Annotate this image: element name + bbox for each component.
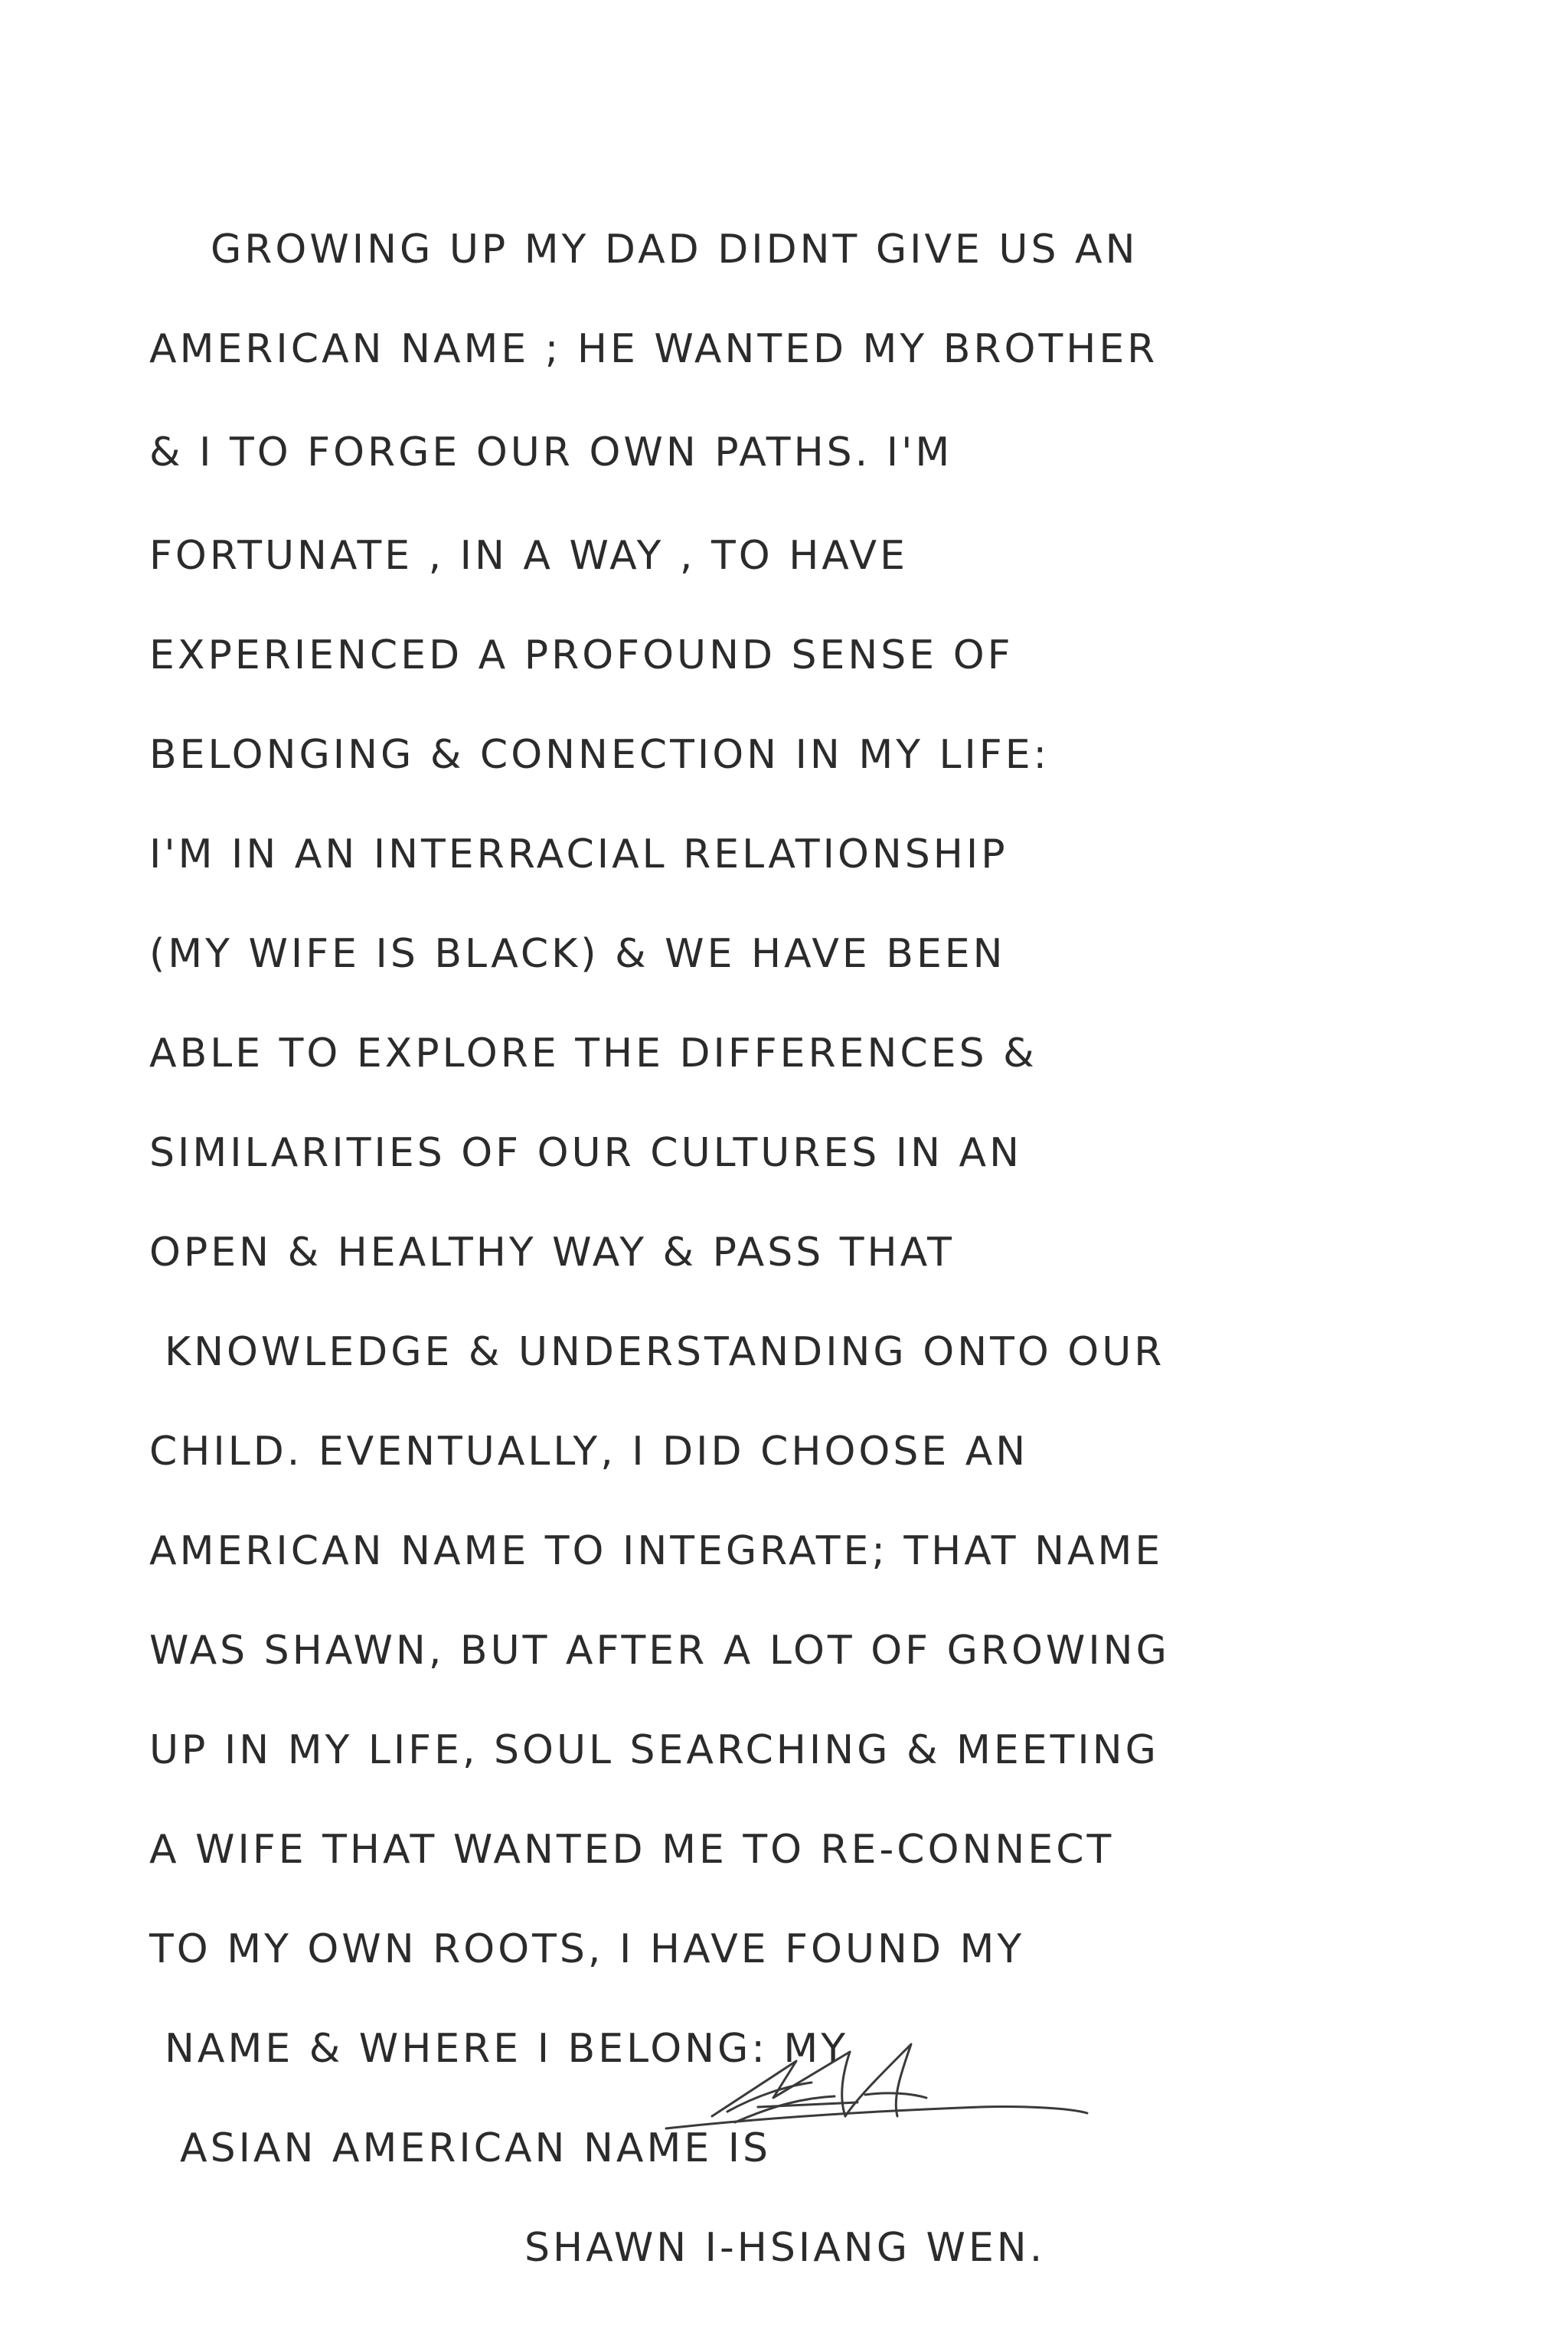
letter-line-13: CHILD. EVENTUALLY, I DID CHOOSE AN — [149, 1429, 1029, 1475]
signed-name: SHAWN I-HSIANG WEN. — [524, 2225, 1046, 2271]
letter-line-14: AMERICAN NAME TO INTEGRATE; THAT NAME — [149, 1528, 1164, 1574]
letter-line-10: SIMILARITIES OF OUR CULTURES IN AN — [149, 1130, 1023, 1176]
letter-line-1: GROWING UP MY DAD DIDNT GIVE US AN — [211, 227, 1138, 273]
letter-line-19: NAME & WHERE I BELONG: MY — [165, 2026, 848, 2072]
letter-line-7: I'M IN AN INTERRACIAL RELATIONSHIP — [149, 831, 1008, 877]
letter-line-6: BELONGING & CONNECTION IN MY LIFE: — [149, 732, 1050, 778]
letter-line-18: TO MY OWN ROOTS, I HAVE FOUND MY — [149, 1926, 1025, 1972]
letter-line-20: ASIAN AMERICAN NAME IS — [180, 2125, 772, 2171]
letter-line-8: (MY WIFE IS BLACK) & WE HAVE BEEN — [149, 931, 1006, 977]
letter-line-17: A WIFE THAT WANTED ME TO RE-CONNECT — [149, 1827, 1115, 1873]
letter-line-9: ABLE TO EXPLORE THE DIFFERENCES & — [149, 1031, 1037, 1076]
letter-line-16: UP IN MY LIFE, SOUL SEARCHING & MEETING — [149, 1727, 1159, 1773]
letter-line-12: KNOWLEDGE & UNDERSTANDING ONTO OUR — [165, 1329, 1165, 1375]
letter-line-2: AMERICAN NAME ; HE WANTED MY BROTHER — [149, 326, 1158, 372]
handwritten-signature-icon — [658, 2021, 1102, 2144]
letter-line-15: WAS SHAWN, BUT AFTER A LOT OF GROWING — [149, 1628, 1170, 1674]
letter-line-4: FORTUNATE , IN A WAY , TO HAVE — [149, 533, 908, 579]
letter-line-3: & I TO FORGE OUR OWN PATHS. I'M — [149, 430, 953, 475]
letter-line-5: EXPERIENCED A PROFOUND SENSE OF — [149, 632, 1014, 678]
letter-line-11: OPEN & HEALTHY WAY & PASS THAT — [149, 1230, 955, 1276]
